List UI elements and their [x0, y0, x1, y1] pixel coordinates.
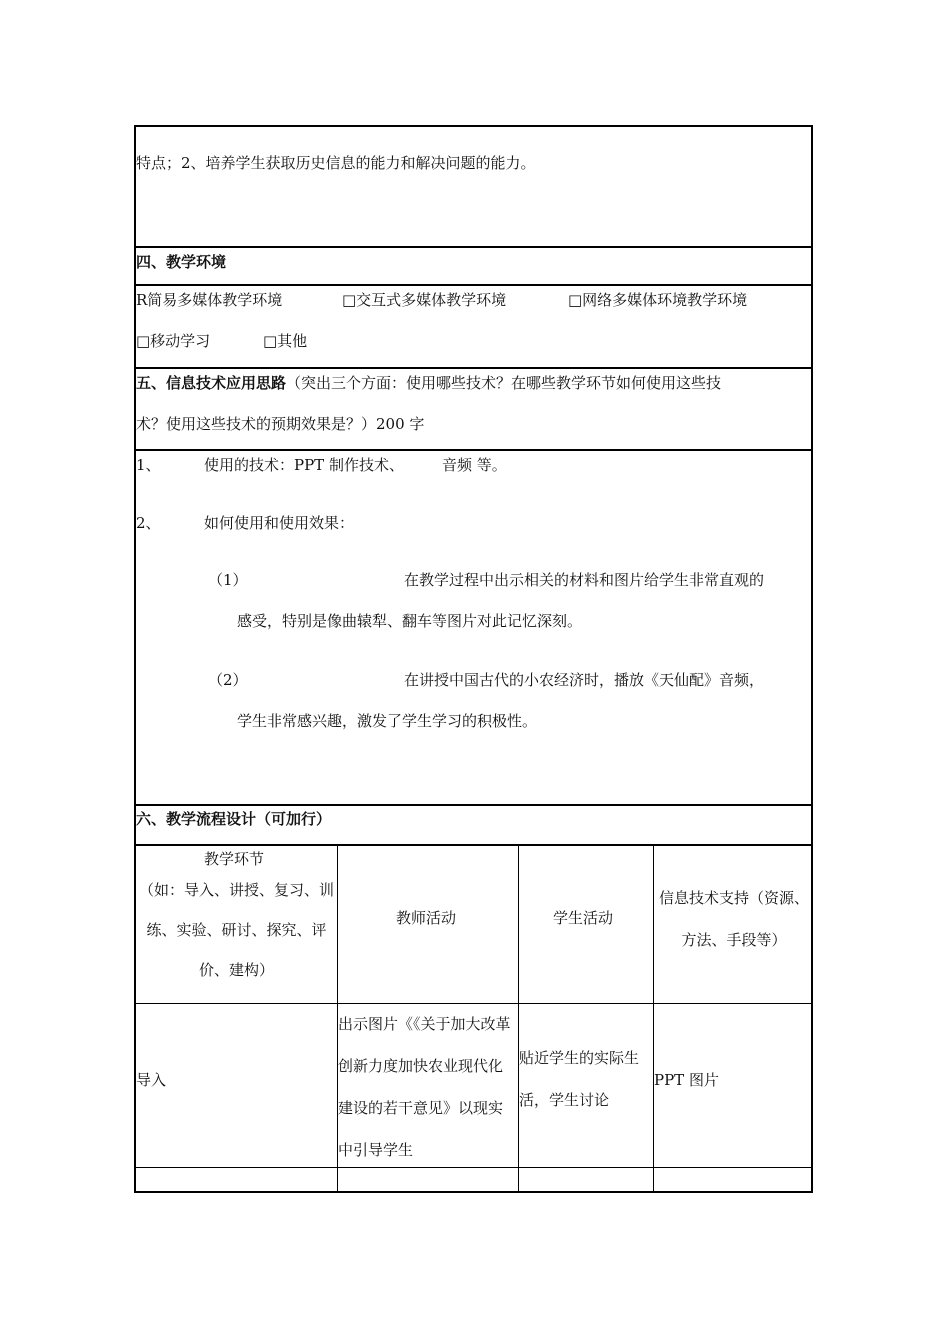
- sub2-line2: 学生非常感兴趣，激发了学生学习的积极性。: [237, 712, 538, 730]
- item2-number: 2、: [136, 514, 161, 532]
- divider: [136, 804, 811, 806]
- sub2-number: （2）: [208, 671, 248, 689]
- section6-heading: 六、教学流程设计（可加行）: [136, 810, 332, 828]
- divider: [136, 246, 811, 248]
- header-stage-title: 教学环节: [204, 850, 265, 868]
- sub1-number: （1）: [208, 571, 248, 589]
- divider: [136, 449, 811, 451]
- row-tech-support: PPT 图片: [654, 1071, 719, 1089]
- header-stage-note: （如：导入、讲授、复习、训练、实验、研讨、探究、评价、建构）: [138, 881, 334, 979]
- form-table: [134, 125, 813, 1193]
- divider: [136, 367, 811, 369]
- section5-note-line1: （突出三个方面：使用哪些技术？在哪些教学环节如何使用这些技: [286, 374, 722, 392]
- section4-heading: 四、教学环境: [136, 253, 227, 271]
- divider: [136, 1167, 811, 1168]
- item1-text: 使用的技术：PPT 制作技术、: [204, 456, 404, 474]
- sub1-line2: 感受，特别是像曲辕犁、翻车等图片对此记忆深刻。: [237, 612, 583, 630]
- header-teacher-activity: 教师活动: [396, 909, 457, 927]
- item1-extra: 音频 等。: [442, 456, 507, 474]
- section5-heading: 五、信息技术应用思路: [136, 374, 287, 392]
- divider: [136, 844, 811, 846]
- row-student-activity: 贴近学生的实际生活，学生讨论: [519, 1049, 640, 1109]
- env-option-other[interactable]: □其他: [263, 332, 308, 350]
- section3-text: 特点；2、培养学生获取历史信息的能力和解决问题的能力。: [136, 154, 536, 172]
- sub2-line1: 在讲授中国古代的小农经济时，播放《天仙配》音频，: [404, 671, 765, 689]
- env-option-interactive[interactable]: □交互式多媒体教学环境: [342, 291, 507, 309]
- section5-header-line1: [136, 376, 721, 391]
- env-option-simple[interactable]: R简易多媒体教学环境: [136, 291, 283, 309]
- item2-text: 如何使用和使用效果：: [204, 514, 355, 532]
- row-stage: 导入: [136, 1071, 167, 1089]
- section5-note-line2: 术？使用这些技术的预期效果是？）200 字: [136, 415, 425, 433]
- column-divider: [518, 845, 519, 1193]
- header-student-activity: 学生活动: [553, 909, 614, 927]
- divider: [136, 284, 811, 286]
- env-option-mobile[interactable]: □移动学习: [136, 332, 211, 350]
- header-tech-support: 信息技术支持（资源、方法、手段等）: [658, 889, 809, 949]
- item1-number: 1、: [136, 456, 161, 474]
- env-option-network[interactable]: □网络多媒体环境教学环境: [568, 291, 748, 309]
- sub1-line1: 在教学过程中出示相关的材料和图片给学生非常直观的: [404, 571, 765, 589]
- row-teacher-activity: 出示图片《《关于加大改革创新力度加快农业现代化建设的若干意见》以现实中引导学生: [338, 1015, 511, 1159]
